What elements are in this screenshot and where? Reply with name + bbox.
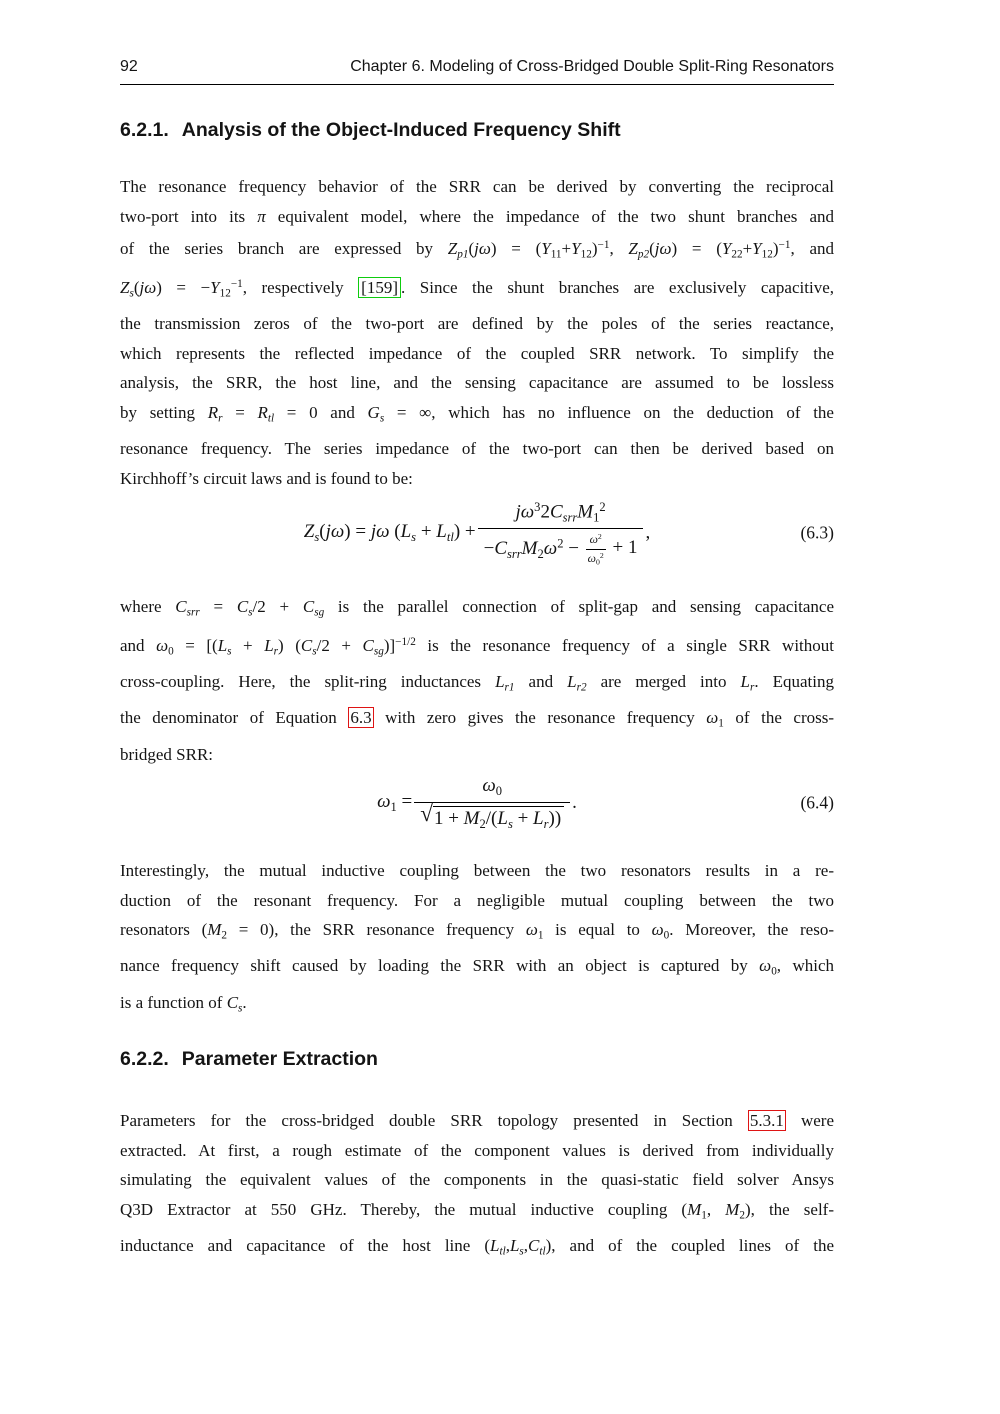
eq63-denominator <box>478 528 644 566</box>
text-line <box>120 398 834 434</box>
text-segment: = [( <box>173 636 218 655</box>
text-segment: resonance frequency. The series impedance of the two-port can then be derived based on <box>120 439 834 459</box>
text-line <box>120 628 834 667</box>
text-segment: inductance and capacitance of the host line ( <box>120 1235 490 1255</box>
text-segment: C <box>362 636 374 655</box>
text-segment: L <box>497 807 508 829</box>
text-segment: = <box>199 597 237 616</box>
text-segment: Z <box>628 239 638 259</box>
text-segment: 0 <box>663 929 670 942</box>
text-segment: duction of the resonant frequency. For a negligible mutual coupling between the two <box>120 890 834 910</box>
text-segment: 12 <box>219 287 231 300</box>
text-segment: 0 <box>168 645 174 658</box>
text-segment: M <box>577 501 594 523</box>
text-segment: analysis, the SRR, the host line, and the sensing capacitance are assumed to be lossless <box>120 373 834 393</box>
text-segment: C <box>226 992 239 1012</box>
text-segment: 1 <box>537 929 544 942</box>
text-segment: ω <box>543 537 558 559</box>
text-line <box>120 464 834 494</box>
text-line <box>120 339 834 369</box>
text-segment: ) <box>772 239 779 259</box>
equation-6-3-body <box>304 500 650 566</box>
text-segment: ( <box>319 521 326 542</box>
text-segment: C <box>302 597 315 616</box>
section-heading-6-2-2 <box>120 1046 378 1072</box>
text-segment: 0 <box>771 965 777 978</box>
text-segment: C <box>549 501 563 523</box>
text-segment: is the parallel connection of split-gap and sensing capacitance <box>324 597 835 616</box>
text-segment: nance frequency shift caused by loading the SRR with an object is captured by <box>120 956 760 976</box>
text-segment: where <box>120 597 176 616</box>
text-segment: extracted. At first, a rough estimate of the component values is derived from individually <box>120 1140 834 1160</box>
text-segment: jω <box>474 239 491 259</box>
text-segment: s <box>314 530 320 544</box>
text-segment: are merged into <box>586 672 741 692</box>
text-segment: M <box>687 1199 702 1219</box>
text-segment: 0 <box>495 783 503 798</box>
text-segment: 2 <box>739 1209 745 1222</box>
text-segment: M <box>521 537 538 559</box>
text-segment: r <box>273 645 279 658</box>
text-segment: Y <box>541 239 551 259</box>
equation-6-3 <box>120 492 834 574</box>
text-segment: . <box>572 792 577 813</box>
text-segment: s <box>411 530 417 544</box>
text-segment: ( <box>133 278 140 298</box>
text-segment: . <box>242 992 247 1012</box>
text-segment: r <box>543 816 549 831</box>
text-segment: s <box>312 645 317 658</box>
text-line <box>120 231 834 270</box>
text-segment: ω <box>482 774 496 796</box>
eq64-denominator <box>414 802 570 832</box>
text-segment: , and <box>790 239 834 259</box>
text-segment: L <box>264 636 274 655</box>
text-segment: )) <box>548 807 562 829</box>
text-segment: Kirchhoff’s circuit laws and is found to be: <box>120 468 413 488</box>
text-segment: 12 <box>580 248 592 261</box>
text-segment: jω <box>325 521 345 542</box>
text-segment: Y <box>752 239 762 259</box>
text-segment: ), the self- <box>744 1199 834 1219</box>
text-segment: the denominator of Equation <box>120 708 349 728</box>
text-segment: r <box>749 681 755 694</box>
text-line <box>120 270 834 309</box>
text-segment: ω <box>156 636 169 655</box>
text-column <box>120 0 834 1414</box>
running-head-chapter-title: Chapter 6. Modeling of Cross-Bridged Double Split-Ring Resonators <box>350 58 834 75</box>
page-number: 92 <box>120 58 138 75</box>
text-segment: srr <box>507 546 522 561</box>
paragraph-1 <box>120 172 834 493</box>
text-segment: Z <box>303 521 315 542</box>
text-line <box>120 886 834 916</box>
text-segment: Q3D Extractor at 550 GHz. Thereby, the mutual inductive coupling ( <box>120 1199 688 1219</box>
text-line <box>120 368 834 398</box>
text-segment: tl <box>539 1245 546 1258</box>
text-segment: C <box>494 537 508 559</box>
text-segment: , <box>523 1235 529 1255</box>
text-segment: srr <box>562 510 578 525</box>
text-segment: s <box>129 287 134 300</box>
eq63-trailing-punctuation <box>645 522 650 544</box>
text-segment: , respectively <box>242 278 359 298</box>
text-segment: L <box>533 807 544 829</box>
text-segment: ω <box>377 791 391 812</box>
text-segment: s <box>227 645 232 658</box>
text-segment: 2 <box>597 532 602 542</box>
citation-link-159[interactable]: [159] <box>358 277 401 298</box>
text-segment: G <box>367 402 380 422</box>
text-segment: by setting <box>120 402 208 422</box>
text-segment: with zero gives the resonance frequency <box>373 708 707 728</box>
text-segment: s <box>519 1245 524 1258</box>
text-segment: tl <box>499 1245 506 1258</box>
equation-6-4 <box>120 768 834 838</box>
text-segment: ), and of the coupled lines of the <box>545 1235 834 1255</box>
text-segment: two-port into its <box>120 206 258 226</box>
text-segment: −1/2 <box>395 636 416 649</box>
text-line <box>120 1195 834 1231</box>
eq63-inner-fraction <box>586 532 606 566</box>
section-ref-5-3-1[interactable]: 5.3.1 <box>749 1111 784 1130</box>
text-segment: + <box>742 239 753 259</box>
section-number: 6.2.1. <box>120 119 169 141</box>
text-segment: M <box>463 807 480 829</box>
text-segment: , <box>645 522 651 543</box>
text-line <box>120 667 834 703</box>
text-segment: tl <box>267 412 275 425</box>
equation-number-6-4: (6.4) <box>800 792 834 813</box>
section-title: Parameter Extraction <box>181 1048 378 1070</box>
paragraph-3 <box>120 856 834 1024</box>
text-segment: L <box>436 521 447 542</box>
text-segment: 3 <box>534 499 541 514</box>
text-segment: + <box>512 807 534 829</box>
text-segment: C <box>175 597 187 616</box>
text-line <box>120 915 834 951</box>
text-segment: M <box>207 920 222 940</box>
text-segment: s <box>507 816 513 831</box>
text-segment: of the series branch are expressed by <box>120 239 448 259</box>
paragraph-4 <box>120 1106 834 1267</box>
section-number: 6.2.2. <box>120 1048 169 1070</box>
text-segment: jω <box>370 521 390 542</box>
text-segment: 2 <box>221 929 228 942</box>
text-segment: 2 <box>537 546 544 561</box>
text-segment: r2 <box>576 681 587 694</box>
text-segment: M <box>725 1199 740 1219</box>
text-line <box>120 703 834 739</box>
text-segment: of the cross- <box>723 708 835 728</box>
text-segment: )] <box>383 636 396 655</box>
text-segment: + <box>231 636 265 655</box>
eq64-trailing-punctuation <box>572 792 577 814</box>
text-segment: 2 <box>599 499 606 514</box>
eq64-fraction <box>414 775 570 832</box>
text-segment: resonators ( <box>120 920 208 940</box>
text-segment: 11 <box>550 248 562 261</box>
text-segment: Z <box>447 239 458 259</box>
text-segment: Y <box>571 239 581 259</box>
text-segment: bridged SRR: <box>120 744 214 764</box>
text-segment: ) <box>591 239 598 259</box>
text-segment: ω <box>525 920 538 940</box>
text-segment: Y <box>210 278 220 298</box>
equation-ref-6-3[interactable]: 6.3 <box>350 708 372 728</box>
text-segment: = 0), the SRR resonance frequency <box>227 920 526 940</box>
text-segment: is the resonance frequency of a single SRR without <box>415 636 835 655</box>
text-segment: and <box>120 636 157 655</box>
text-segment: ( <box>389 521 401 542</box>
text-segment: p1 <box>457 248 469 261</box>
text-segment: ( <box>468 239 475 259</box>
text-line <box>120 740 834 770</box>
text-segment: the transmission zeros of the two-port are defined by the poles of the series reactance, <box>120 314 834 334</box>
text-segment: and <box>514 672 568 692</box>
text-segment: sg <box>314 606 325 619</box>
text-segment: s <box>379 412 385 425</box>
text-line <box>120 434 834 464</box>
text-segment: C <box>236 597 249 616</box>
text-segment: ) = <box>344 521 371 542</box>
text-segment: L <box>509 1235 520 1255</box>
text-line <box>120 988 834 1024</box>
text-segment: ) + <box>453 521 476 542</box>
square-root <box>420 800 564 832</box>
text-segment: r1 <box>504 681 515 694</box>
text-segment: , <box>706 1199 726 1219</box>
equation-number-6-3: (6.3) <box>800 522 834 543</box>
text-segment: ( <box>649 239 655 259</box>
text-line <box>120 951 834 987</box>
text-segment: /2 + <box>252 597 303 616</box>
paragraph-2 <box>120 592 834 769</box>
text-segment: = <box>222 402 258 422</box>
text-line <box>120 592 834 628</box>
text-segment: = 0 and <box>274 402 368 422</box>
text-segment: sg <box>373 645 384 658</box>
text-segment: The resonance frequency behavior of the SRR can be derived by converting the reciprocal <box>120 177 834 196</box>
text-segment: equivalent model, where the impedance of the two shunt branches and <box>265 206 835 226</box>
text-segment: π <box>257 206 266 226</box>
text-segment: + 1 <box>607 537 638 559</box>
text-segment: /2 + <box>316 636 363 655</box>
text-segment: cross-coupling. Here, the split-ring inductances <box>120 672 496 692</box>
text-segment: ω <box>651 920 664 940</box>
text-segment: ) = ( <box>671 239 722 259</box>
text-segment: R <box>207 402 219 422</box>
text-line <box>120 1136 834 1166</box>
text-segment: ω <box>706 708 719 728</box>
text-segment: 2 <box>599 550 604 560</box>
text-segment: is a function of <box>120 992 227 1012</box>
text-segment: L <box>495 672 505 692</box>
text-segment: 1 <box>718 717 724 730</box>
section-heading-6-2-1 <box>120 117 621 143</box>
text-segment: C <box>528 1235 540 1255</box>
text-line <box>120 309 834 339</box>
text-segment: jω <box>139 278 157 298</box>
text-segment: srr <box>186 606 200 619</box>
text-segment: 12 <box>761 248 773 261</box>
text-segment: . Equating <box>754 672 835 692</box>
text-segment: s <box>248 606 253 619</box>
text-segment: which represents the reflected impedance of the coupled SRR network. To simplify the <box>120 343 834 363</box>
text-segment: were <box>785 1111 835 1130</box>
text-segment: /( <box>485 807 498 829</box>
text-segment: , which <box>776 956 834 976</box>
text-segment: 1 <box>593 510 600 525</box>
eq64-numerator <box>414 775 570 802</box>
text-segment: L <box>217 636 228 655</box>
sqrt-symbol: √ <box>420 800 433 827</box>
text-segment: ω <box>589 533 598 547</box>
text-segment: , <box>609 239 629 259</box>
text-line <box>120 1165 834 1195</box>
text-segment: C <box>300 636 313 655</box>
text-segment: − <box>483 537 495 559</box>
text-segment: . Moreover, the reso- <box>669 920 835 940</box>
text-segment: simulating the equivalent values of the components in the quasi-static field solver Ansys <box>120 1170 834 1190</box>
text-segment: ω <box>759 956 772 976</box>
text-segment: jω <box>654 239 672 259</box>
text-segment: Y <box>721 239 732 259</box>
eq63-numerator <box>478 500 644 529</box>
text-segment: 2 <box>557 536 564 551</box>
text-segment: Interestingly, the mutual inductive coupling between the two resonators results in a re- <box>120 861 834 880</box>
text-segment: −1 <box>778 239 791 252</box>
text-segment: = ∞, which has no influence on the deduction of the <box>384 402 834 422</box>
text-segment: ω <box>587 551 596 565</box>
text-segment: jω <box>515 501 535 523</box>
text-segment: 0 <box>595 557 600 567</box>
page-header <box>120 58 834 85</box>
eq64-lhs <box>377 791 412 815</box>
text-segment: s <box>238 1002 243 1015</box>
text-line <box>120 1106 834 1136</box>
text-segment: + <box>416 521 437 542</box>
section-title: Analysis of the Object-Induced Frequency Shift <box>181 119 621 141</box>
text-segment: Parameters for the cross-bridged double SRR topology presented in Section <box>120 1111 748 1130</box>
text-segment: 2 <box>540 501 550 523</box>
text-segment: ) ( <box>278 636 301 655</box>
text-segment: Z <box>120 278 130 298</box>
text-line <box>120 1231 834 1267</box>
text-segment: 1 <box>701 1209 707 1222</box>
text-segment: − <box>563 537 584 559</box>
text-segment: tl <box>446 530 454 544</box>
text-line <box>120 172 834 202</box>
text-line <box>120 202 834 232</box>
text-segment: L <box>400 521 412 542</box>
text-segment: , <box>505 1235 510 1255</box>
text-segment: 22 <box>731 248 743 261</box>
text-segment: −1 <box>597 239 610 252</box>
text-segment: −1 <box>230 278 243 291</box>
equation-6-4-body <box>377 775 577 832</box>
text-segment: L <box>567 672 577 692</box>
text-segment: ) = − <box>156 278 211 298</box>
text-segment: L <box>490 1235 500 1255</box>
text-segment: = <box>396 791 413 812</box>
text-segment: ) = ( <box>490 239 542 259</box>
text-segment: 1 + <box>433 807 464 829</box>
text-line <box>120 856 834 886</box>
eq63-fraction <box>478 500 644 566</box>
text-segment: R <box>257 402 268 422</box>
text-segment: 1 <box>390 800 397 814</box>
eq63-lhs <box>304 521 476 545</box>
text-segment: p2 <box>637 248 650 261</box>
text-segment: is equal to <box>543 920 652 940</box>
text-segment: L <box>740 672 750 692</box>
text-segment: . Since the shunt branches are exclusively capacitive, <box>401 278 834 298</box>
text-segment: r <box>218 412 223 425</box>
text-segment: 2 <box>479 816 486 831</box>
text-segment: + <box>561 239 572 259</box>
